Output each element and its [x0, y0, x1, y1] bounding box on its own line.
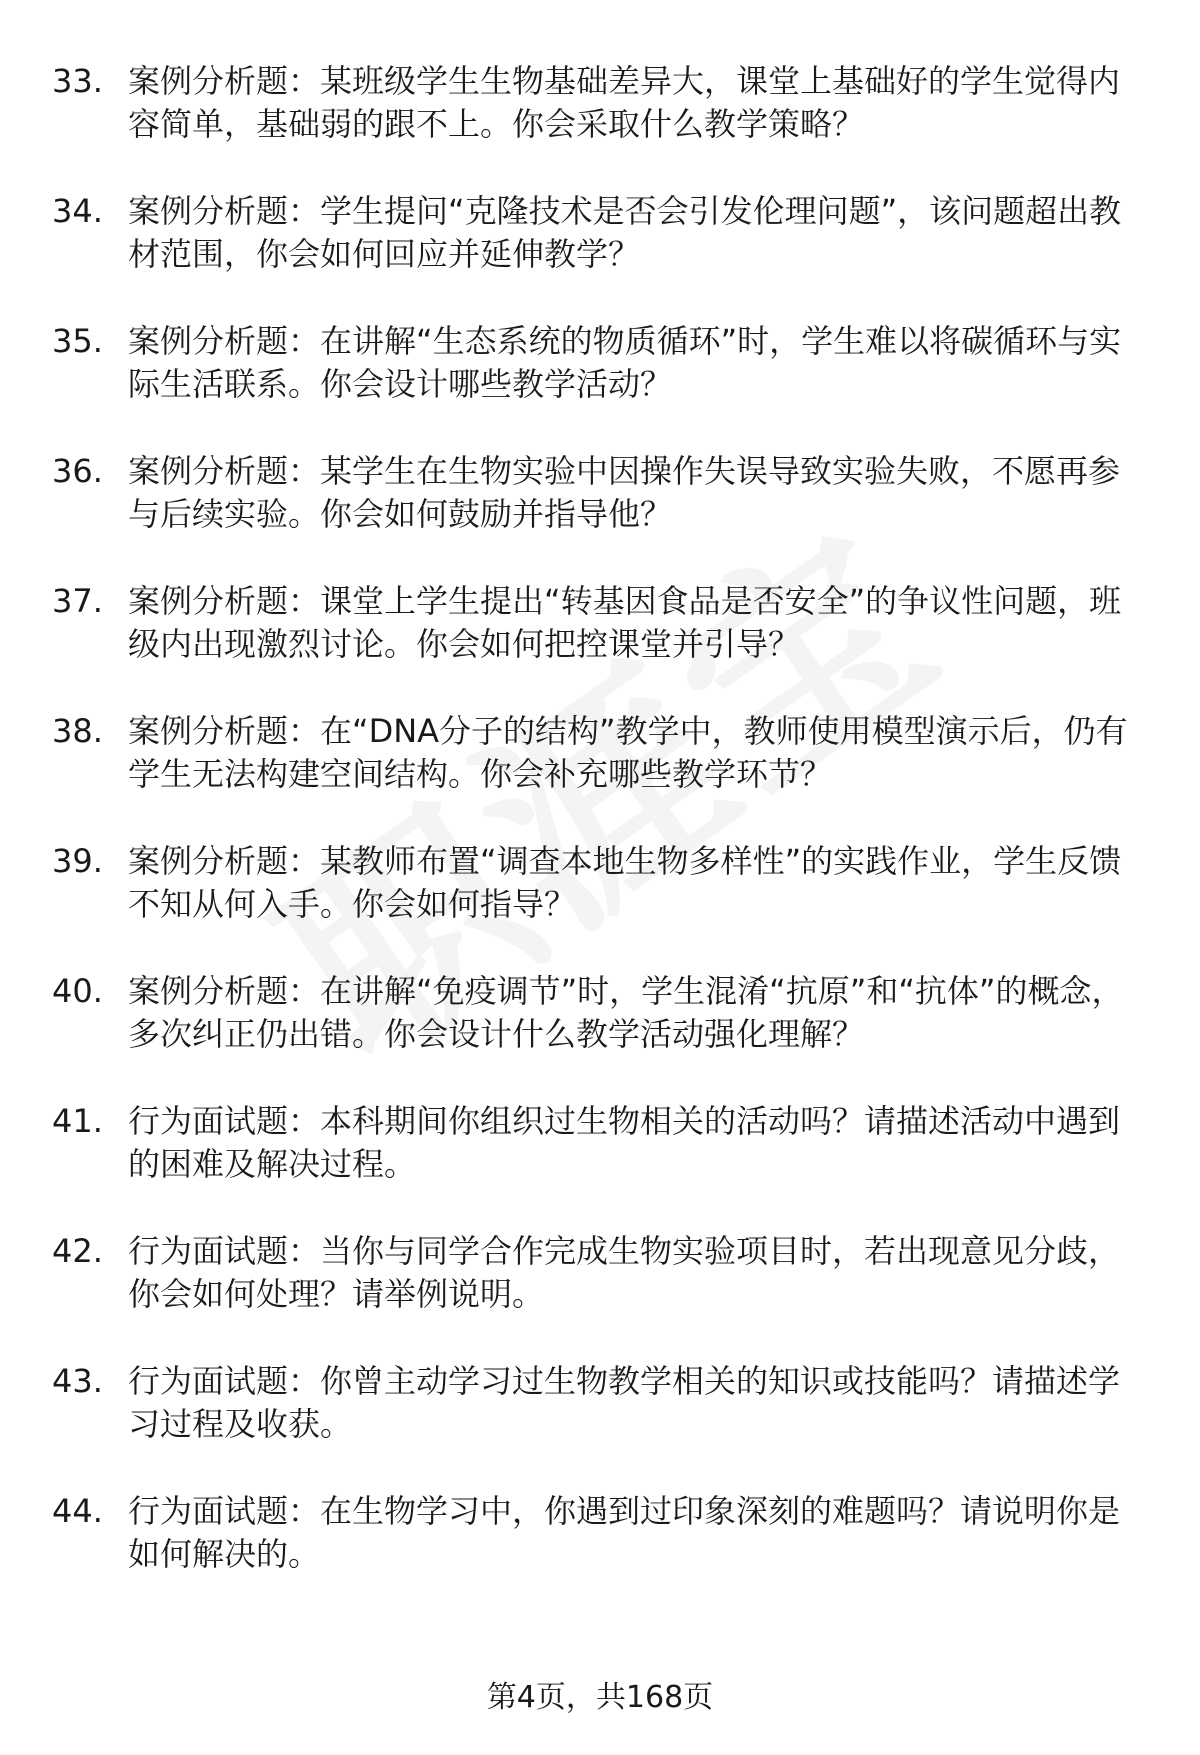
question-item: [0, 60, 1200, 146]
question-text: 案例分析题：学生提问“克隆技术是否会引发伦理问题”，该问题超出教材范围，你会如何回应并延伸教学？: [128, 192, 1122, 273]
question-item: [0, 710, 1200, 796]
question-number: 43.: [52, 1362, 103, 1400]
question-text: 案例分析题：课堂上学生提出“转基因食品是否安全”的争议性问题，班级内出现激烈讨论。你会如何把控课堂并引导？: [128, 582, 1122, 663]
question-item: [0, 450, 1200, 536]
question-item: [0, 1230, 1200, 1316]
page-number: 第4页，共168页: [486, 1680, 714, 1715]
question-item: [0, 840, 1200, 926]
question-text: 行为面试题：当你与同学合作完成生物实验项目时，若出现意见分歧，你会如何处理？请举例说明。: [128, 1232, 1121, 1313]
question-text: 行为面试题：在生物学习中，你遇到过印象深刻的难题吗？请说明你是如何解决的。: [128, 1492, 1121, 1573]
question-number: 37.: [52, 582, 103, 620]
question-number: 44.: [52, 1492, 103, 1530]
question-text: 案例分析题：在讲解“免疫调节”时，学生混淆“抗原”和“抗体”的概念，多次纠正仍出错。你会设计什么教学活动强化理解？: [128, 972, 1124, 1053]
question-text: 案例分析题：在讲解“生态系统的物质循环”时，学生难以将碳循环与实际生活联系。你会设计哪些教学活动？: [128, 322, 1122, 403]
question-number: 35.: [52, 322, 103, 360]
question-text: 案例分析题：某班级学生生物基础差异大，课堂上基础好的学生觉得内容简单，基础弱的跟不上。你会采取什么教学策略？: [128, 62, 1121, 143]
question-item: [0, 190, 1200, 276]
question-item: [0, 970, 1200, 1056]
question-number: 39.: [52, 842, 103, 880]
question-item: [0, 1490, 1200, 1576]
question-number: 36.: [52, 452, 103, 490]
question-text: 案例分析题：在“DNA分子的结构”教学中，教师使用模型演示后，仍有学生无法构建空间结构。你会补充哪些教学环节？: [128, 712, 1128, 793]
question-text: 行为面试题：本科期间你组织过生物相关的活动吗？请描述活动中遇到的困难及解决过程。: [128, 1102, 1121, 1183]
question-number: 42.: [52, 1232, 103, 1270]
question-item: [0, 1100, 1200, 1186]
question-text: 案例分析题：某教师布置“调查本地生物多样性”的实践作业，学生反馈不知从何入手。你会如何指导？: [128, 842, 1122, 923]
question-number: 38.: [52, 712, 103, 750]
page-footer: [0, 1678, 1200, 1718]
question-number: 33.: [52, 62, 103, 100]
question-text: 行为面试题：你曾主动学习过生物教学相关的知识或技能吗？请描述学习过程及收获。: [128, 1362, 1121, 1443]
question-number: 41.: [52, 1102, 103, 1140]
question-text: 案例分析题：某学生在生物实验中因操作失误导致实验失败，不愿再参与后续实验。你会如何鼓励并指导他？: [128, 452, 1121, 533]
question-number: 40.: [52, 972, 103, 1010]
question-item: [0, 320, 1200, 406]
question-item: [0, 1360, 1200, 1446]
question-item: [0, 580, 1200, 666]
question-number: 34.: [52, 192, 103, 230]
